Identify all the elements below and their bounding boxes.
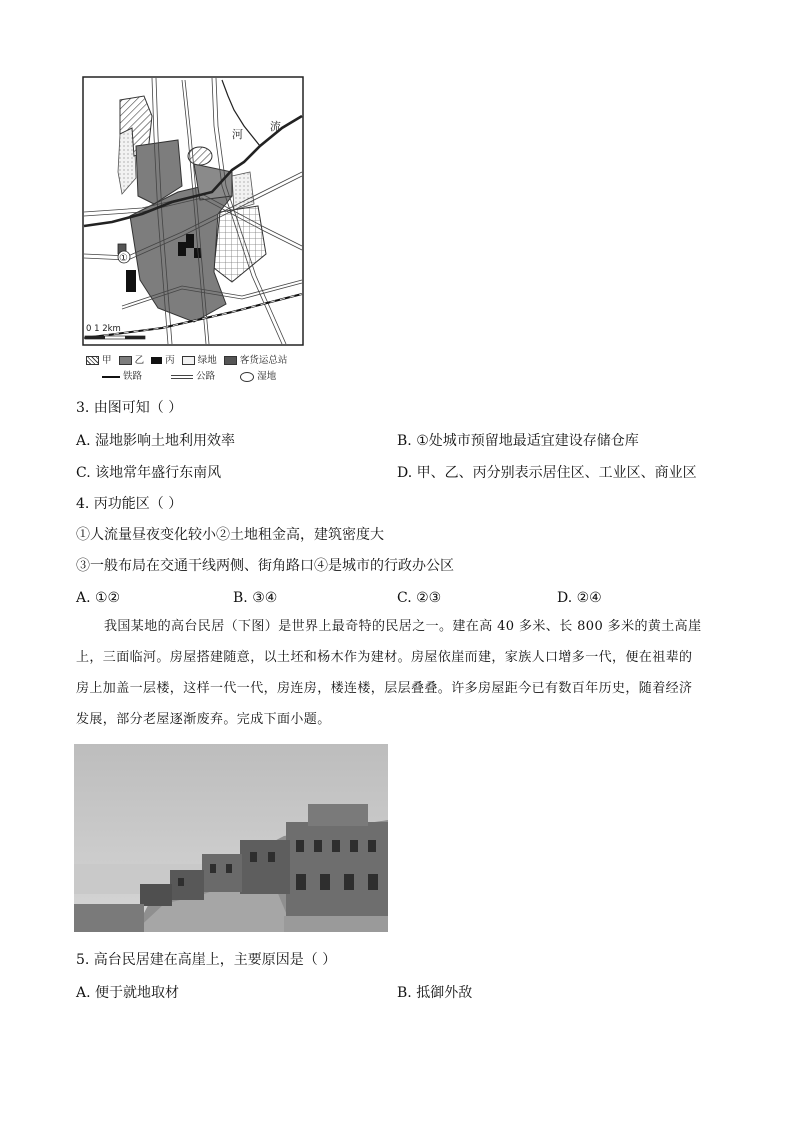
station-swatch xyxy=(224,356,237,365)
q4-option-d: D. ②④ xyxy=(557,590,602,606)
passage-line-3: 房上加盖一层楼，这样一代一代，房连房，楼连楼，层层叠叠。许多房屋距今已有数百年历史，随着经济 xyxy=(76,681,693,696)
passage-line-4: 发展，部分老屋逐渐废弃。完成下面小题。 xyxy=(76,712,331,727)
wetland-area xyxy=(188,147,212,165)
river-label-1: 河 xyxy=(232,128,243,141)
q4-option-a: A. ①② xyxy=(76,590,121,606)
map-legend-row-1 xyxy=(86,352,287,366)
passage-line-1: 我国某地的高台民居（下图）是世界上最奇特的民居之一。建在高 40 多米、长 800 多米的黄土高崖 xyxy=(104,619,702,634)
yi-swatch xyxy=(119,356,132,365)
bing-area xyxy=(186,234,194,248)
q4-statement-1: ①人流量昼夜变化较小②土地租金高，建筑密度大 xyxy=(76,527,384,543)
point-label: ① xyxy=(119,253,128,264)
q3-option-c: C. 该地常年盛行东南风 xyxy=(76,465,222,481)
green-land-area xyxy=(232,172,254,210)
q4-option-b: B. ③④ xyxy=(233,590,278,606)
q4-option-c: C. ②③ xyxy=(397,590,442,606)
scale-bar xyxy=(85,336,145,339)
q3-stem: 3. 由图可知（ ） xyxy=(76,400,183,416)
bing-area xyxy=(178,242,186,256)
q3-option-a: A. 湿地影响土地利用效率 xyxy=(76,433,236,449)
legend-road: 公路 xyxy=(196,371,216,382)
q3-option-b: B. ①处城市预留地最适宜建设存储仓库 xyxy=(397,433,639,449)
legend-rail: 铁路 xyxy=(123,371,143,382)
map-legend-row-2 xyxy=(102,368,276,382)
road-swatch xyxy=(171,375,193,379)
rail-swatch xyxy=(102,376,120,378)
city-map xyxy=(82,76,304,346)
bing-swatch xyxy=(151,357,162,364)
legend-wetland: 湿地 xyxy=(257,371,277,382)
q3-option-d: D. 甲、乙、丙分别表示居住区、工业区、商业区 xyxy=(397,465,697,481)
q5-stem: 5. 高台民居建在高崖上，主要原因是（ ） xyxy=(76,952,337,968)
legend-station: 客货运总站 xyxy=(239,355,288,366)
legend-bing: 丙 xyxy=(165,355,175,366)
bing-area xyxy=(126,270,136,292)
q4-stem: 4. 丙功能区（ ） xyxy=(76,496,183,512)
legend-jia: 甲 xyxy=(102,355,112,366)
q4-statement-2: ③一般布局在交通干线两侧、街角路口④是城市的行政办公区 xyxy=(76,558,454,574)
green-swatch xyxy=(182,356,195,365)
passage-line-2: 上，三面临河。房屋搭建随意，以土坯和杨木作为建材。房屋依崖而建，家族人口增多一代，便在祖辈的 xyxy=(76,650,693,665)
gaotai-dwelling-photo xyxy=(74,744,388,932)
wetland-icon xyxy=(240,372,254,382)
river-label-2: 流 xyxy=(270,120,281,133)
legend-green: 绿地 xyxy=(197,355,217,366)
jia-swatch xyxy=(86,356,99,365)
scale-text: 0 1 2km xyxy=(86,324,121,334)
q5-option-b: B. 抵御外敌 xyxy=(397,985,473,1001)
city-map-figure xyxy=(82,76,304,380)
q5-option-a: A. 便于就地取材 xyxy=(76,985,180,1001)
legend-yi: 乙 xyxy=(134,355,145,366)
